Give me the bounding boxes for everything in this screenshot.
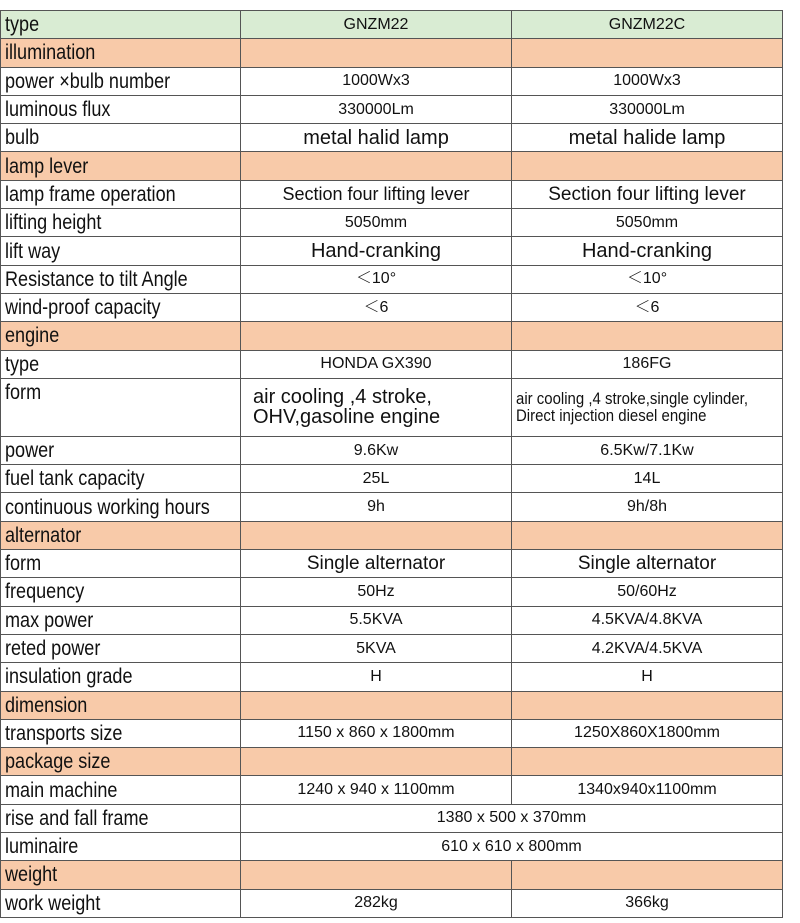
table-row <box>1 493 783 521</box>
table-row <box>1 550 783 578</box>
row-label: max power <box>1 606 241 634</box>
cell-value: Hand-cranking <box>241 237 512 265</box>
section-title: package size <box>1 748 241 776</box>
table-row <box>1 719 783 747</box>
row-label: Resistance to tilt Angle <box>1 265 241 293</box>
table-row <box>1 124 783 152</box>
cell-value: 9.6Kw <box>241 436 512 464</box>
cell-value: 5KVA <box>241 634 512 662</box>
cell-value: 1380 x 500 x 370mm <box>241 804 783 832</box>
cell-value: 330000Lm <box>241 95 512 123</box>
table-row <box>1 663 783 691</box>
cell-line: air cooling ,4 stroke, <box>253 386 432 409</box>
table-row <box>1 833 783 861</box>
cell-value: ＜6 <box>241 293 512 321</box>
section-title: alternator <box>1 521 241 549</box>
row-label: lifting height <box>1 209 241 237</box>
table-row <box>1 209 783 237</box>
table-row <box>1 293 783 321</box>
row-label: insulation grade <box>1 663 241 691</box>
table-row <box>1 889 783 917</box>
table-row <box>1 265 783 293</box>
table-row <box>1 436 783 464</box>
cell-line: air cooling ,4 stroke,single cylinder, <box>516 389 749 409</box>
cell-value: Section four lifting lever <box>512 180 783 208</box>
table-row <box>1 776 783 804</box>
section-row-dimension <box>1 691 783 719</box>
cell-value: H <box>512 663 783 691</box>
table-row <box>1 180 783 208</box>
cell-value: 1000Wx3 <box>241 67 512 95</box>
row-label: transports size <box>1 719 241 747</box>
row-label: lift way <box>1 237 241 265</box>
cell-value: ＜6 <box>512 293 783 321</box>
cell-line: Direct injection diesel engine <box>516 406 707 426</box>
cell-value: 6.5Kw/7.1Kw <box>512 436 783 464</box>
cell-value: 9h/8h <box>512 493 783 521</box>
table-row <box>1 578 783 606</box>
row-label: fuel tank capacity <box>1 465 241 493</box>
cell-value: 14L <box>512 465 783 493</box>
table-row <box>1 95 783 123</box>
cell-value: 50Hz <box>241 578 512 606</box>
cell-value: HONDA GX390 <box>241 350 512 378</box>
cell-value: metal halid lamp <box>241 124 512 152</box>
cell-value: Single alternator <box>241 550 512 578</box>
section-row-weight <box>1 861 783 889</box>
row-label: form <box>1 550 241 578</box>
row-label: bulb <box>1 124 241 152</box>
cell-value: ＜10° <box>512 265 783 293</box>
cell-value: 5.5KVA <box>241 606 512 634</box>
cell-value: Hand-cranking <box>512 237 783 265</box>
cell-value: 1250X860X1800mm <box>512 719 783 747</box>
row-label: main machine <box>1 776 241 804</box>
cell-value: 330000Lm <box>512 95 783 123</box>
row-label: power <box>1 436 241 464</box>
cell-value: 1240 x 940 x 1100mm <box>241 776 512 804</box>
row-label: rise and fall frame <box>1 804 241 832</box>
row-label: form <box>1 378 241 436</box>
row-label: frequency <box>1 578 241 606</box>
section-title: dimension <box>1 691 241 719</box>
header-model-1: GNZM22 <box>241 11 512 39</box>
section-row-alternator <box>1 521 783 549</box>
cell-value: ＜10° <box>241 265 512 293</box>
row-label: type <box>1 350 241 378</box>
cell-value: 366kg <box>512 889 783 917</box>
row-label: luminaire <box>1 833 241 861</box>
cell-value: 4.2KVA/4.5KVA <box>512 634 783 662</box>
row-label: luminous flux <box>1 95 241 123</box>
cell-value <box>241 378 512 436</box>
cell-value: 4.5KVA/4.8KVA <box>512 606 783 634</box>
cell-value: 25L <box>241 465 512 493</box>
row-label: power ×bulb number <box>1 67 241 95</box>
table-row <box>1 606 783 634</box>
header-model-2: GNZM22C <box>512 11 783 39</box>
table-row <box>1 67 783 95</box>
section-title: engine <box>1 322 241 350</box>
section-row-illumination <box>1 39 783 67</box>
cell-value: 186FG <box>512 350 783 378</box>
cell-value: 1000Wx3 <box>512 67 783 95</box>
cell-value: H <box>241 663 512 691</box>
row-label: lamp frame operation <box>1 180 241 208</box>
cell-value: 1340x940x1100mm <box>512 776 783 804</box>
cell-value: 9h <box>241 493 512 521</box>
cell-line: OHV,gasoline engine <box>253 406 441 429</box>
cell-value: 282kg <box>241 889 512 917</box>
cell-value: Single alternator <box>512 550 783 578</box>
cell-value: 50/60Hz <box>512 578 783 606</box>
header-label: type <box>1 11 241 39</box>
cell-value <box>512 378 783 436</box>
section-row-lamp-lever <box>1 152 783 180</box>
table-row <box>1 350 783 378</box>
table-row <box>1 378 783 436</box>
row-label: work weight <box>1 889 241 917</box>
row-label: reted power <box>1 634 241 662</box>
section-title: weight <box>1 861 241 889</box>
section-title: lamp lever <box>1 152 241 180</box>
cell-value: metal halide lamp <box>512 124 783 152</box>
table-row <box>1 804 783 832</box>
table-row <box>1 634 783 662</box>
cell-value: 5050mm <box>241 209 512 237</box>
spec-table <box>0 10 783 918</box>
section-row-package-size <box>1 748 783 776</box>
cell-value: 1150 x 860 x 1800mm <box>241 719 512 747</box>
section-title: illumination <box>1 39 241 67</box>
cell-value: Section four lifting lever <box>241 180 512 208</box>
section-row-engine <box>1 322 783 350</box>
table-row <box>1 465 783 493</box>
table-header-row <box>1 11 783 39</box>
cell-value: 5050mm <box>512 209 783 237</box>
row-label: wind-proof capacity <box>1 293 241 321</box>
table-row <box>1 237 783 265</box>
cell-value: 610 x 610 x 800mm <box>241 833 783 861</box>
row-label: continuous working hours <box>1 493 241 521</box>
